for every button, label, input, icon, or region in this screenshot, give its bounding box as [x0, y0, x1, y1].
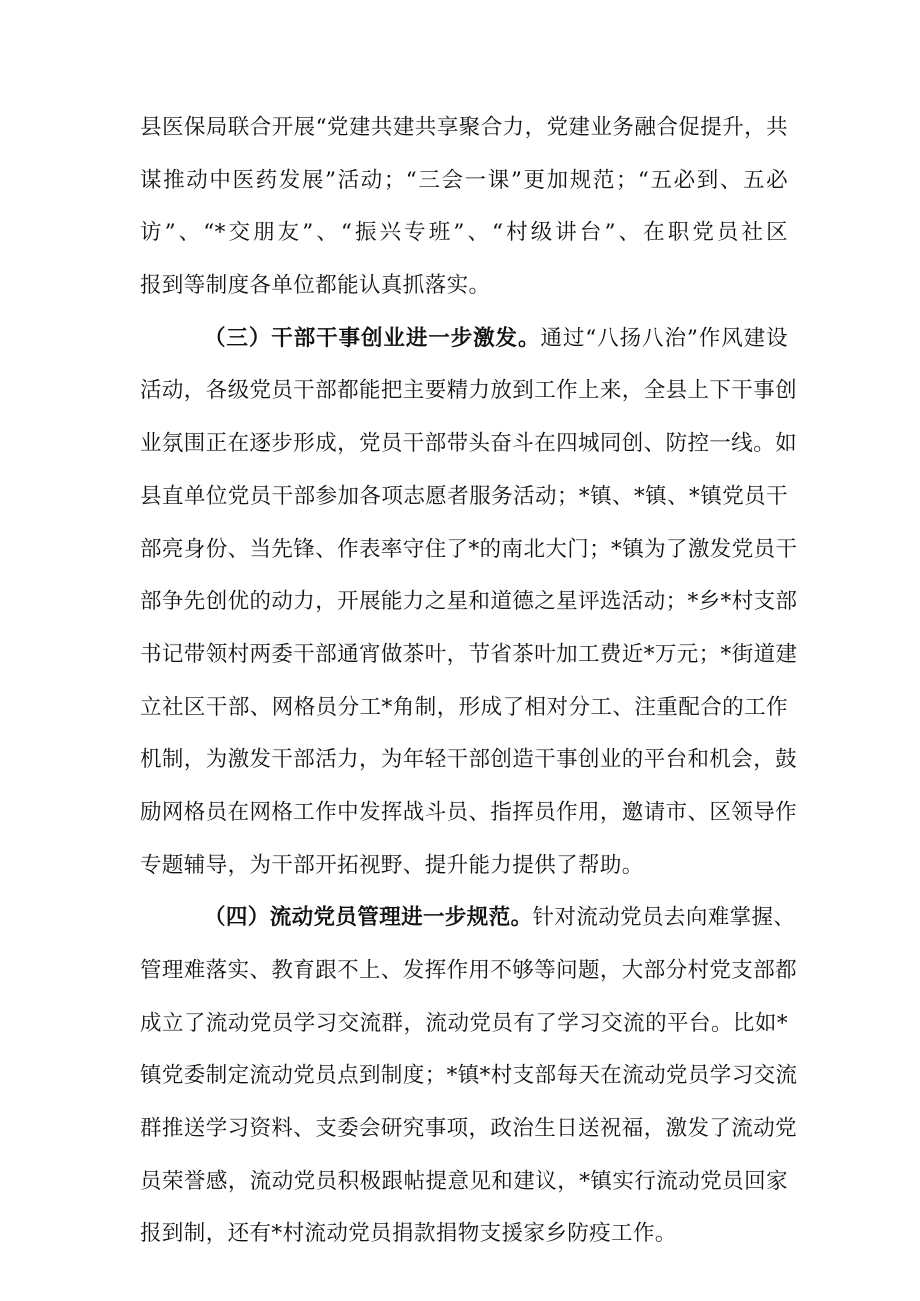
- text-line: 员荣誉感，流动党员积极跟帖提意见和建议，*镇实行流动党员回家: [140, 1168, 788, 1194]
- text-line: 机制，为激发干部活力，为年轻干部创造干事创业的平台和机会，鼓: [140, 747, 798, 773]
- text-line: 部争先创优的动力，开展能力之星和道德之星评选活动；*乡*村支部: [140, 589, 798, 615]
- section-three-first-line: [140, 319, 788, 372]
- text-line: 报到制，还有*村流动党员捐款捐物支援家乡防疫工作。: [140, 1221, 677, 1247]
- text-line: 镇党委制定流动党员点到制度；*镇*村支部每天在流动党员学习交流: [140, 1063, 798, 1089]
- paragraph-intro: [140, 108, 788, 319]
- text-line: 立社区干部、网格员分工*角制，形成了相对分工、注重配合的工作: [140, 694, 788, 720]
- text-line: 访”、“*交朋友”、“振兴专班”、“村级讲台”、在职党员社区: [140, 220, 788, 246]
- text-line: 群推送学习资料、支委会研究事项，政治生日送祝福，激发了流动党: [140, 1116, 798, 1142]
- section-three-paragraph: [140, 319, 798, 899]
- text-line: 县直单位党员干部参加各项志愿者服务活动；*镇、*镇、*镇党员干: [140, 483, 788, 509]
- section-four-heading: （四）流动党员管理进一步规范。: [204, 905, 533, 931]
- section-four-lead-text: 针对流动党员去向难掌握、: [532, 905, 796, 931]
- text-line: 报到等制度各单位都能认真抓落实。: [140, 273, 491, 299]
- text-line: 县医保局联合开展“党建共建共享聚合力，党建业务融合促提升，共: [140, 115, 788, 140]
- text-line: 励网格员在网格工作中发挥战斗员、指挥员作用，邀请市、区领导作: [140, 799, 798, 825]
- section-four-paragraph: [140, 898, 798, 1267]
- text-line: 谋推动中医药发展”活动；“三会一课”更加规范；“五必到、五必: [140, 167, 788, 193]
- section-three-lead-text: 通过“八扬八治”作风建设: [540, 325, 788, 351]
- text-line: 管理难落实、教育跟不上、发挥作用不够等问题，大部分村党支部都: [140, 958, 798, 983]
- text-line: 成立了流动党员学习交流群，流动党员有了学习交流的平台。比如*: [140, 1010, 788, 1036]
- section-three-heading: （三）干部干事创业进一步激发。: [204, 325, 541, 351]
- section-four-first-line: [140, 898, 796, 951]
- text-line: 业氛围正在逐步形成，党员干部带头奋斗在四城同创、防控一线。如: [140, 431, 798, 457]
- text-line: 部亮身份、当先锋、作表率守住了*的南北大门；*镇为了激发党员干: [140, 536, 798, 562]
- text-line: 活动，各级党员干部都能把主要精力放到工作上来，全县上下干事创: [140, 378, 798, 404]
- document-page: [140, 108, 798, 1267]
- text-line: 专题辅导，为干部开拓视野、提升能力提供了帮助。: [140, 852, 644, 878]
- text-line: 书记带领村两委干部通宵做茶叶，节省茶叶加工费近*万元；*街道建: [140, 641, 798, 667]
